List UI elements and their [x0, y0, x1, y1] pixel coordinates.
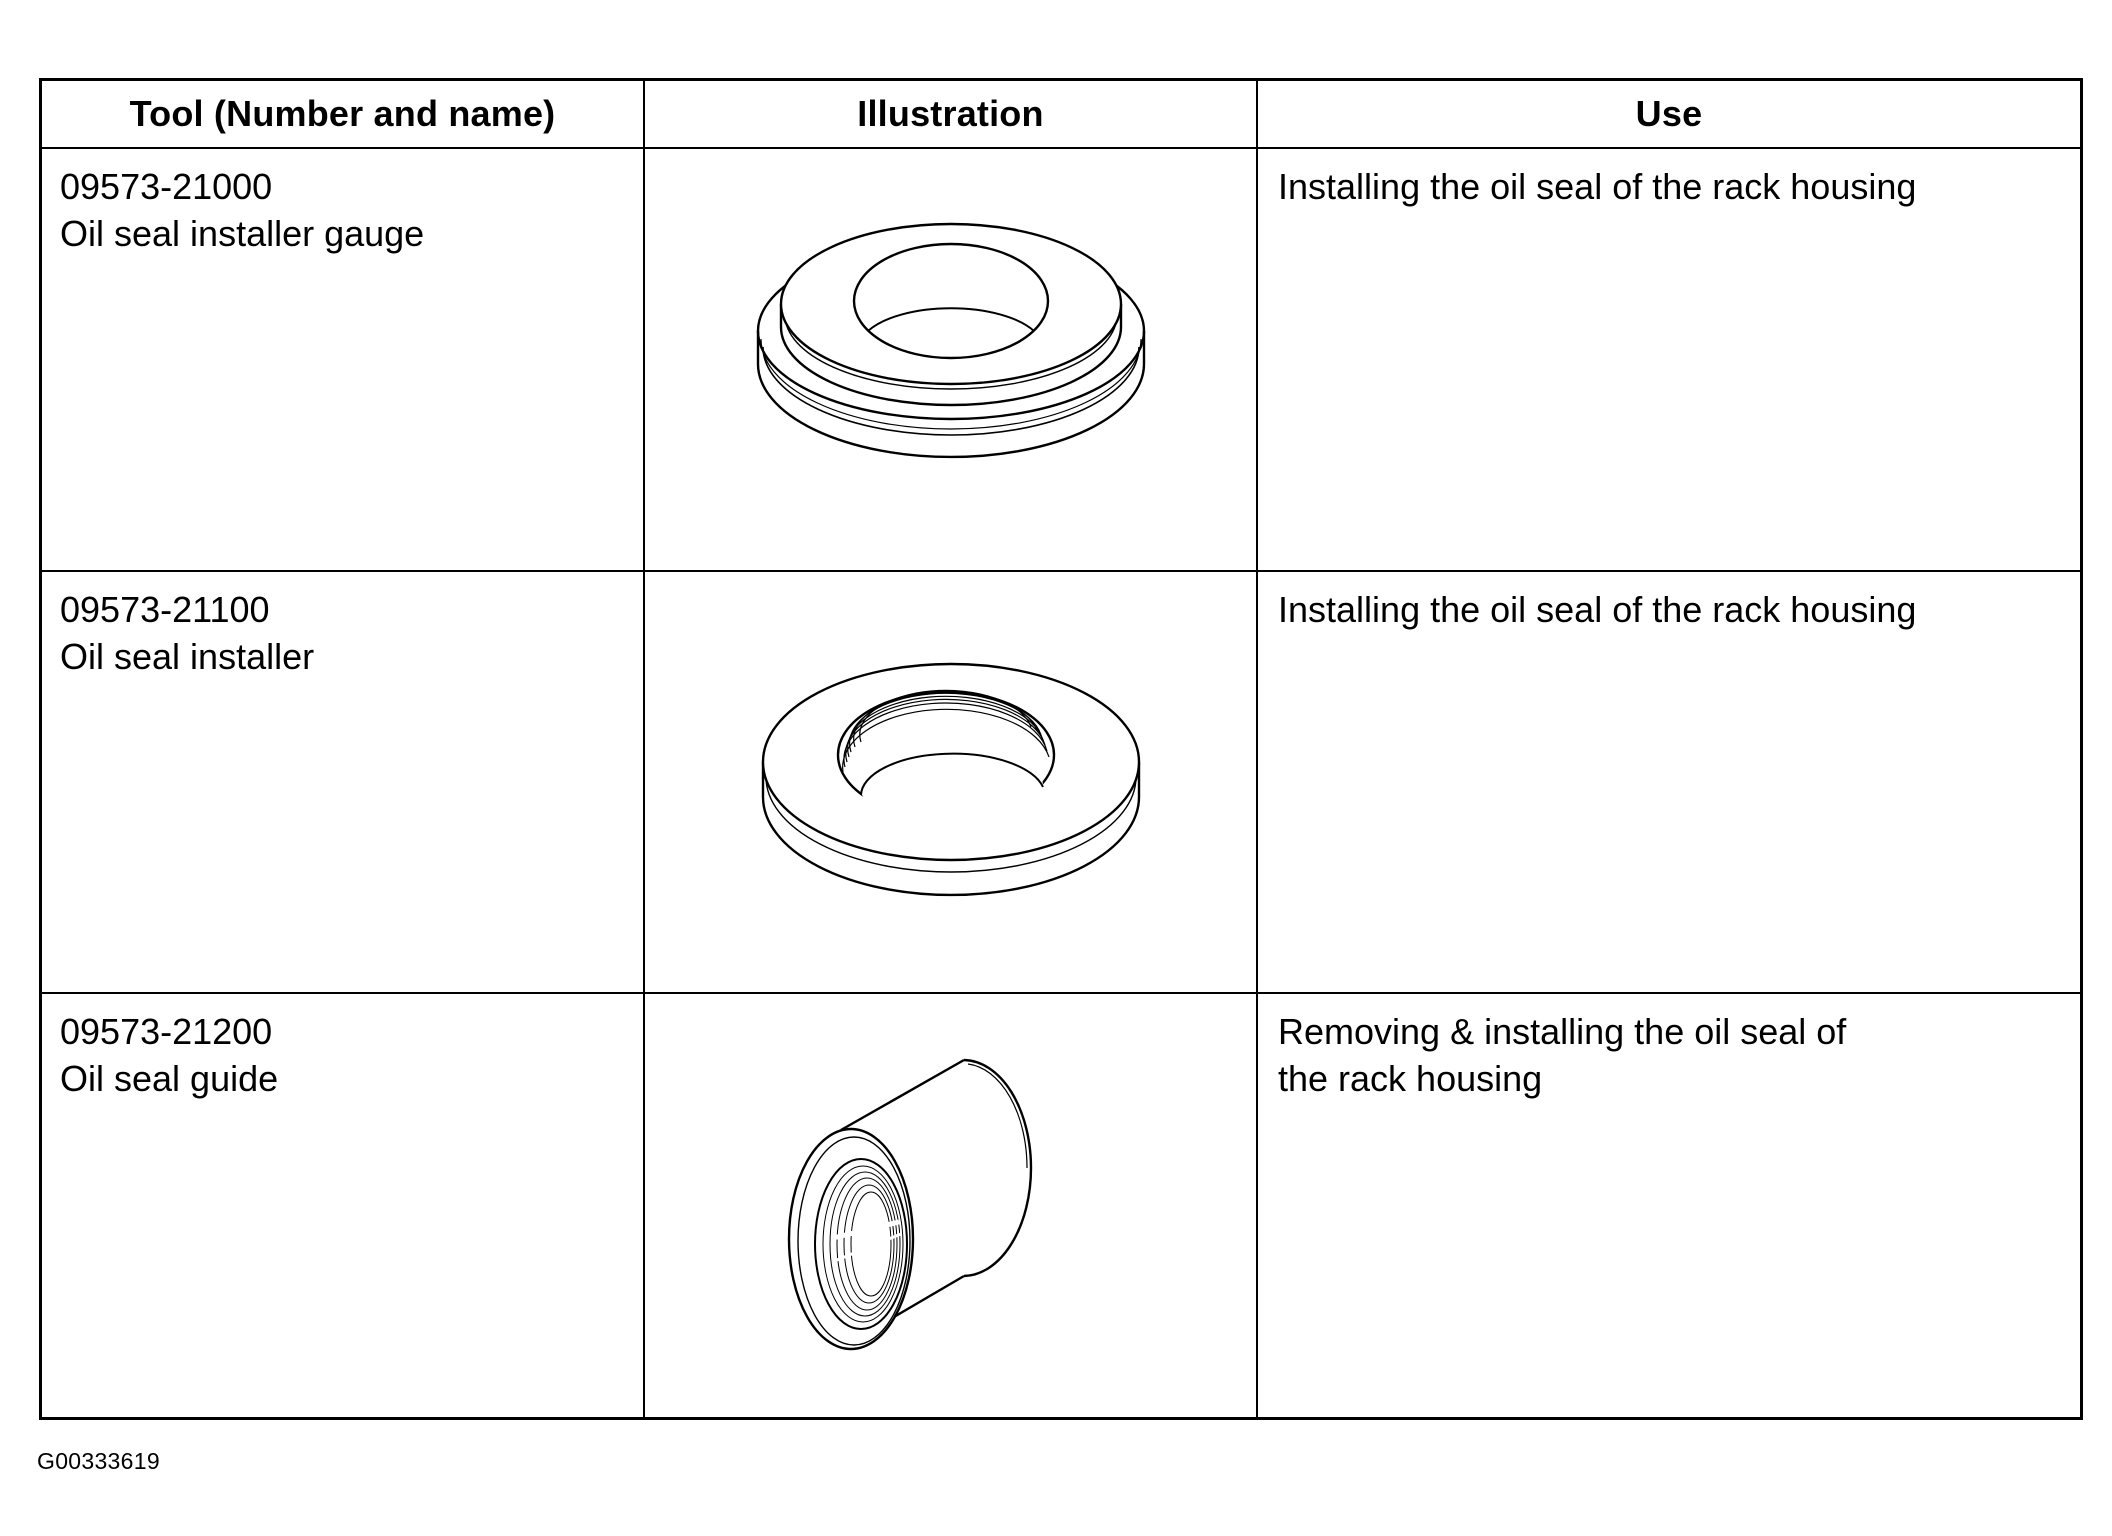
stepped-ring-gauge-icon — [741, 209, 1161, 509]
use-text-line-2: the rack housing — [1278, 1058, 1543, 1100]
tool-number: 09573-21100 — [60, 588, 270, 630]
use-text: Installing the oil seal of the rack housing — [1278, 588, 1917, 630]
header-illustration-label: Illustration — [857, 93, 1044, 134]
row-3-use — [1258, 994, 2080, 1417]
use-text-line-1: Removing & installing the oil seal of — [1278, 1011, 1847, 1053]
figure-code: G00333619 — [37, 1448, 160, 1474]
use-text: Installing the oil seal of the rack housing — [1278, 166, 1917, 207]
row-1-illustration — [645, 149, 1258, 572]
header-illustration — [645, 81, 1258, 149]
header-tool — [42, 81, 645, 149]
tool-name: Oil seal installer — [60, 635, 315, 677]
row-2-illustration — [645, 572, 1258, 995]
tool-number: 09573-21200 — [60, 1011, 273, 1053]
threaded-sleeve-guide-icon — [781, 1046, 1121, 1366]
tool-name: Oil seal installer gauge — [60, 213, 425, 254]
tool-number: 09573-21000 — [60, 166, 273, 207]
row-2-use — [1258, 572, 2080, 995]
tool-name: Oil seal guide — [60, 1058, 279, 1100]
header-use-label: Use — [1635, 93, 1703, 134]
header-use — [1258, 81, 2080, 149]
header-tool-label: Tool (Number and name) — [129, 93, 556, 134]
threaded-ring-installer-icon — [751, 637, 1151, 927]
row-1-tool — [42, 149, 645, 572]
row-2-tool — [42, 572, 645, 995]
special-tools-table — [39, 78, 2083, 1420]
row-1-use — [1258, 149, 2080, 572]
row-3-tool — [42, 994, 645, 1417]
row-3-illustration — [645, 994, 1258, 1417]
